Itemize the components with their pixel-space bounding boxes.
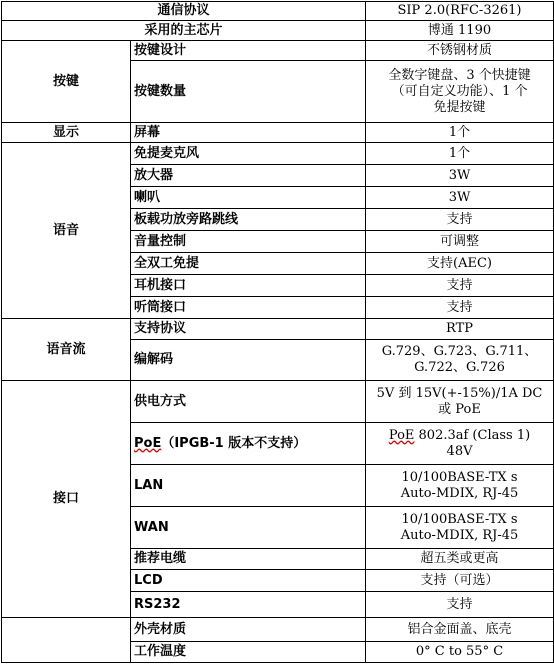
row-label: 外壳材质 bbox=[131, 618, 366, 642]
row-value: 支持 bbox=[366, 209, 554, 231]
row-label: 全双工免提 bbox=[131, 253, 366, 275]
value-line: 48V bbox=[446, 443, 473, 459]
value-line: 5V 到 15V(+-15%)/1A DC bbox=[376, 385, 543, 401]
row-value bbox=[366, 423, 554, 465]
row-value: 支持 bbox=[366, 592, 554, 618]
row-label: 按键设计 bbox=[131, 41, 366, 61]
group-label: 接口 bbox=[2, 381, 131, 618]
poe-label-rest: （IPGB-1 版本不支持） bbox=[161, 435, 307, 451]
poe-value-rest: 802.3af (Class 1) bbox=[414, 427, 531, 443]
row-label: 采用的主芯片 bbox=[2, 21, 366, 41]
row-value: 0° C to 55° C bbox=[366, 642, 554, 663]
row-value: 超五类或更高 bbox=[366, 549, 554, 570]
row-label: 音量控制 bbox=[131, 231, 366, 253]
row-value: 可调整 bbox=[366, 231, 554, 253]
row-label: 通信协议 bbox=[2, 2, 366, 21]
row-value: 支持 bbox=[366, 297, 554, 319]
row-label: 听筒接口 bbox=[131, 297, 366, 319]
table-row bbox=[2, 319, 554, 340]
table-row bbox=[2, 21, 554, 41]
row-value: RTP bbox=[366, 319, 554, 340]
row-value: 1个 bbox=[366, 143, 554, 165]
value-line bbox=[369, 428, 550, 444]
value-line: 10/100BASE-TX s bbox=[401, 469, 518, 485]
row-value: 支持（可选） bbox=[366, 570, 554, 592]
row-value: 支持(AEC) bbox=[366, 253, 554, 275]
row-label: 免提麦克风 bbox=[131, 143, 366, 165]
poe-value-prefix: PoE bbox=[388, 427, 415, 443]
group-label: 语音 bbox=[2, 143, 131, 319]
value-line: G.722、G.726 bbox=[414, 360, 505, 375]
row-value: 不锈钢材质 bbox=[366, 41, 554, 61]
row-value bbox=[366, 340, 554, 381]
row-label: 推荐电缆 bbox=[131, 549, 366, 570]
row-value bbox=[366, 381, 554, 423]
table-row bbox=[2, 143, 554, 165]
value-line: G.729、G.723、G.711、 bbox=[381, 344, 538, 359]
value-line: 10/100BASE-TX s bbox=[401, 511, 518, 527]
row-label: 支持协议 bbox=[131, 319, 366, 340]
table-row bbox=[2, 618, 554, 642]
group-label: 语音流 bbox=[2, 319, 131, 381]
poe-label-prefix: PoE bbox=[134, 435, 162, 451]
row-label: 编解码 bbox=[131, 340, 366, 381]
table-row bbox=[2, 41, 554, 61]
value-line: 免提按键 bbox=[433, 99, 486, 115]
table-row bbox=[2, 381, 554, 423]
row-value: 3W bbox=[366, 187, 554, 209]
row-label: 工作温度 bbox=[131, 642, 366, 663]
row-value: 3W bbox=[366, 165, 554, 187]
group-label: 显示 bbox=[2, 123, 131, 143]
value-line: 全数字键盘、3 个快捷键 bbox=[388, 67, 531, 83]
row-value: 1个 bbox=[366, 123, 554, 143]
row-value: SIP 2.0(RFC-3261) bbox=[366, 2, 554, 21]
row-label: 喇叭 bbox=[131, 187, 366, 209]
row-label: 屏幕 bbox=[131, 123, 366, 143]
spec-table bbox=[1, 1, 554, 663]
row-value bbox=[366, 507, 554, 549]
group-label bbox=[2, 618, 131, 663]
row-label: 耳机接口 bbox=[131, 275, 366, 297]
row-label: LCD bbox=[131, 570, 366, 592]
value-line: （可自定义功能）、1 个 bbox=[391, 83, 528, 99]
row-label: RS232 bbox=[131, 592, 366, 618]
table-row bbox=[2, 2, 554, 21]
value-line: 或 PoE bbox=[438, 401, 481, 417]
value-line: Auto-MDIX, RJ-45 bbox=[400, 527, 519, 543]
table-row bbox=[2, 123, 554, 143]
row-value bbox=[366, 465, 554, 507]
row-label: 放大器 bbox=[131, 165, 366, 187]
row-label: LAN bbox=[131, 465, 366, 507]
row-label: 供电方式 bbox=[131, 381, 366, 423]
row-value bbox=[366, 61, 554, 123]
value-line: Auto-MDIX, RJ-45 bbox=[400, 485, 519, 501]
row-label: WAN bbox=[131, 507, 366, 549]
row-label bbox=[131, 423, 366, 465]
row-value: 博通 1190 bbox=[366, 21, 554, 41]
row-label: 按键数量 bbox=[131, 61, 366, 123]
row-value: 铝合金面盖、底壳 bbox=[366, 618, 554, 642]
group-label: 按键 bbox=[2, 41, 131, 123]
row-label: 板载功放旁路跳线 bbox=[131, 209, 366, 231]
row-value: 支持 bbox=[366, 275, 554, 297]
